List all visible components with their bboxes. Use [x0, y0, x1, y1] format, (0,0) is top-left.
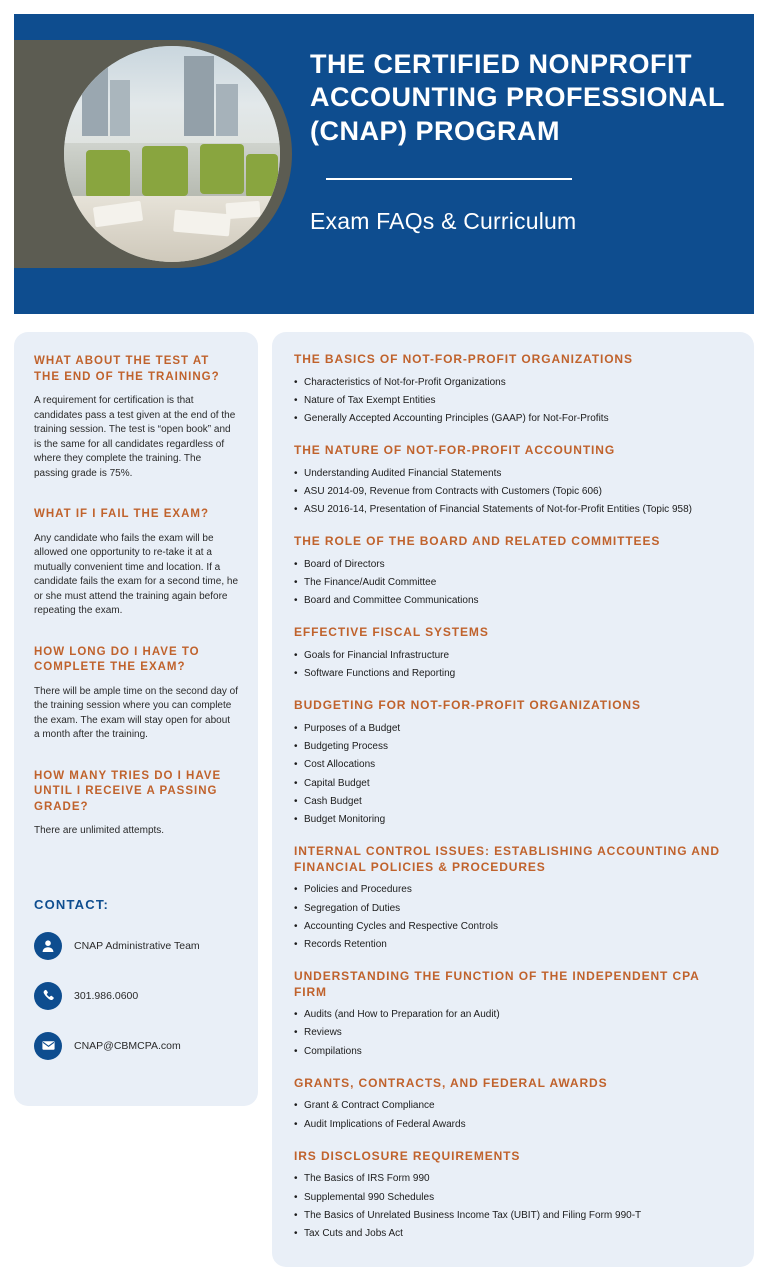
- contact-text: CNAP Administrative Team: [74, 939, 200, 952]
- section-bullet: • Supplemental 990 Schedules: [294, 1191, 732, 1205]
- curriculum-section: [294, 534, 732, 608]
- section-bullet: • Generally Accepted Accounting Principles (GAAP) for Not-For-Profits: [294, 412, 732, 426]
- faq-item: [34, 354, 238, 481]
- document-header: [14, 14, 754, 314]
- contact-item-team: [34, 932, 238, 960]
- section-bullet: • Accounting Cycles and Respective Controls: [294, 920, 732, 934]
- photo-building: [110, 80, 130, 136]
- section-title: INTERNAL CONTROL ISSUES: ESTABLISHING ACCOUNTING AND FINANCIAL POLICIES & PROCEDURES: [294, 844, 720, 874]
- section-bullet: • ASU 2016-14, Presentation of Financial Statements of Not-for-Profit Entities (Topic 958): [294, 503, 732, 517]
- curriculum-section: [294, 352, 732, 426]
- section-title: THE NATURE OF NOT-FOR-PROFIT ACCOUNTING: [294, 443, 616, 458]
- curriculum-section: [294, 969, 732, 1059]
- document-body: [14, 332, 754, 1267]
- faq-item: [34, 507, 238, 619]
- office-photo: [64, 46, 280, 262]
- contact-phone-text: 301.986.0600: [74, 989, 139, 1002]
- section-bullet: • Characteristics of Not-for-Profit Organizations: [294, 376, 732, 390]
- section-bullet: • Reviews: [294, 1026, 732, 1040]
- photo-chair: [246, 154, 278, 198]
- section-bullet: • Board and Committee Communications: [294, 594, 732, 608]
- section-bullet: • Nature of Tax Exempt Entities: [294, 394, 732, 408]
- section-bullet: • Policies and Procedures: [294, 883, 732, 897]
- section-bullet: • Software Functions and Reporting: [294, 667, 732, 681]
- faq-answer: There will be ample time on the second day of the training session where you can complete the exam. The exam will stay open for about a month after the training.: [34, 685, 238, 741]
- envelope-icon: [34, 1032, 62, 1060]
- section-bullet: • Segregation of Duties: [294, 902, 732, 916]
- section-title: GRANTS, CONTRACTS, AND FEDERAL AWARDS: [294, 1075, 608, 1090]
- photo-building: [82, 64, 108, 136]
- curriculum-section: [294, 844, 732, 952]
- section-bullet: • Grant & Contract Compliance: [294, 1099, 732, 1113]
- curriculum-section: [294, 1076, 732, 1132]
- photo-paper: [225, 201, 260, 219]
- curriculum-panel: [272, 332, 754, 1267]
- curriculum-section: [294, 625, 732, 681]
- section-bullet: • Audit Implications of Federal Awards: [294, 1118, 732, 1132]
- section-bullet: • The Finance/Audit Committee: [294, 576, 732, 590]
- section-bullet: • Board of Directors: [294, 558, 732, 572]
- section-bullet: • Tax Cuts and Jobs Act: [294, 1227, 732, 1241]
- section-bullet: • Audits (and How to Preparation for an Audit): [294, 1008, 732, 1022]
- photo-chair: [200, 144, 244, 194]
- faq-item: [34, 769, 238, 839]
- photo-chair: [86, 150, 130, 198]
- curriculum-section: [294, 1149, 732, 1241]
- contact-heading: CONTACT:: [34, 896, 110, 912]
- section-bullet: • Budgeting Process: [294, 740, 732, 754]
- faq-panel: [14, 332, 258, 1106]
- photo-building: [184, 56, 214, 136]
- section-bullet: • The Basics of Unrelated Business Income Tax (UBIT) and Filing Form 990-T: [294, 1209, 732, 1223]
- faq-item: [34, 645, 238, 743]
- section-title: EFFECTIVE FISCAL SYSTEMS: [294, 625, 489, 640]
- section-bullet: • ASU 2014-09, Revenue from Contracts with Customers (Topic 606): [294, 485, 732, 499]
- section-bullet: • Understanding Audited Financial Statements: [294, 467, 732, 481]
- section-title: THE ROLE OF THE BOARD AND RELATED COMMITTEES: [294, 534, 661, 549]
- section-bullet: • Cash Budget: [294, 795, 732, 809]
- faq-question: HOW MANY TRIES DO I HAVE UNTIL I RECEIVE A PASSING GRADE?: [34, 769, 222, 813]
- faq-question: HOW LONG DO I HAVE TO COMPLETE THE EXAM?: [34, 645, 200, 674]
- contact-email-text: CNAP@CBMCPA.com: [74, 1039, 181, 1052]
- page-subtitle: Exam FAQs & Curriculum: [310, 208, 577, 235]
- header-photo-frame: [14, 40, 292, 268]
- section-bullet: • Cost Allocations: [294, 758, 732, 772]
- curriculum-section: [294, 698, 732, 827]
- section-bullet: • Compilations: [294, 1045, 732, 1059]
- section-bullet: • Records Retention: [294, 938, 732, 952]
- section-bullet: • The Basics of IRS Form 990: [294, 1172, 732, 1186]
- section-title: BUDGETING FOR NOT-FOR-PROFIT ORGANIZATIONS: [294, 698, 641, 713]
- document-page: [0, 14, 768, 1239]
- faq-answer: A requirement for certification is that candidates pass a test given at the end of the training session. The test is “open book” and is the same for all candidates regardless of where they complete the training. The passing grade is 75%.: [34, 395, 236, 479]
- photo-building: [216, 84, 238, 136]
- section-title: THE BASICS OF NOT-FOR-PROFIT ORGANIZATIONS: [294, 352, 633, 366]
- contact-item-email[interactable]: [34, 1032, 238, 1060]
- section-bullet: • Purposes of a Budget: [294, 722, 732, 736]
- faq-question: WHAT IF I FAIL THE EXAM?: [34, 508, 209, 521]
- person-icon: [34, 932, 62, 960]
- faq-question: WHAT ABOUT THE TEST AT THE END OF THE TRAINING?: [34, 355, 220, 383]
- faq-answer: There are unlimited attempts.: [34, 825, 165, 837]
- photo-chair: [142, 146, 188, 196]
- contact-item-phone[interactable]: [34, 982, 238, 1010]
- section-bullet: • Goals for Financial Infrastructure: [294, 649, 732, 663]
- section-title: UNDERSTANDING THE FUNCTION OF THE INDEPENDENT CPA FIRM: [294, 969, 700, 999]
- section-bullet: • Budget Monitoring: [294, 813, 732, 827]
- header-divider: [326, 178, 572, 180]
- section-title: IRS DISCLOSURE REQUIREMENTS: [294, 1148, 521, 1163]
- page-title: THE CERTIFIED NONPROFIT ACCOUNTING PROFESSIONAL (CNAP) PROGRAM: [310, 49, 725, 146]
- section-bullet: • Capital Budget: [294, 777, 732, 791]
- header-text-block: [310, 48, 736, 235]
- curriculum-section: [294, 443, 732, 517]
- faq-answer: Any candidate who fails the exam will be allowed one opportunity to re-take it at a mutually convenient time and location. If a candidate fails the exam for a second time, he or she must attend the training again before repeating the exam.: [34, 532, 239, 617]
- phone-icon: [34, 982, 62, 1010]
